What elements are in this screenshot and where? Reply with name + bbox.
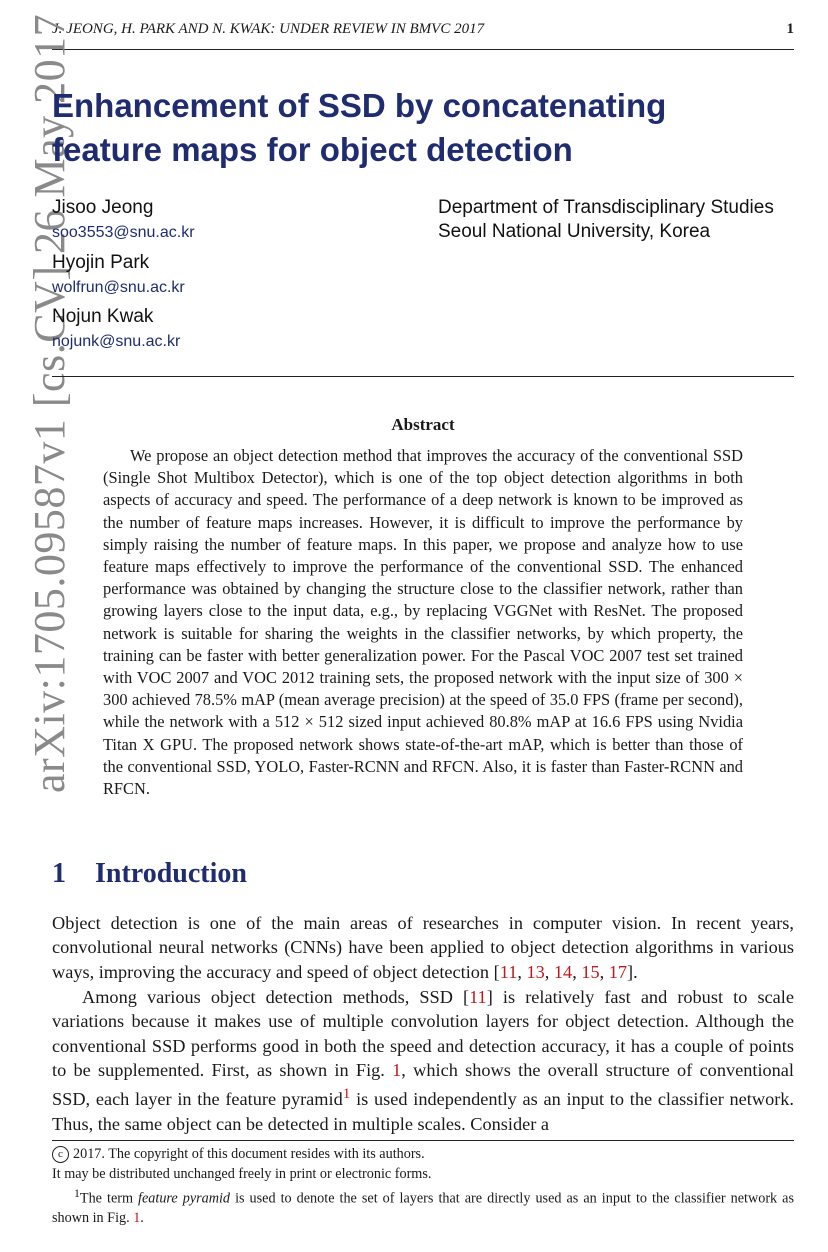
citation-link[interactable]: 17 [608, 961, 628, 982]
footnote-rule [52, 1140, 794, 1141]
intro-p2-c: , which shows the overall structure of conventional SSD, each layer in the feature pyramid [52, 1059, 794, 1110]
running-head [52, 21, 794, 43]
copyright-line [52, 1145, 794, 1165]
figure-link[interactable]: 1 [133, 1210, 141, 1227]
footnote-marker[interactable]: 1 [342, 1085, 351, 1103]
figure-link[interactable]: 1 [392, 1059, 402, 1080]
citation-link[interactable]: 11 [469, 987, 487, 1007]
citation-link[interactable]: 14 [553, 961, 573, 982]
copyright-icon: c [52, 1146, 69, 1163]
footnote-1 [52, 1184, 794, 1229]
author-email-2[interactable]: wolfrun@snu.ac.kr [52, 279, 185, 296]
page-number: 1 [786, 21, 794, 37]
abstract-text: We propose an object detection method that improves the accuracy of the conventional SSD (Single Shot Multibox Detector), which is one of the top object detection algorithms in both aspects of accuracy and speed. The performance of a deep network is known to be improved as the number of feature maps increases. However, it is difficult to improve the performance by simply raising the number of feature maps. In this paper, we propose and analyze how to use feature maps effectively to improve the performance of the conventional SSD. The enhanced performance was obtained by changing the structure close to the classifier network, rather than growing layers close to the input data, e.g., by replacing VGGNet with ResNet. The proposed network is suitable for sharing the weights in the classifier networks, by which property, the training can be faster with better generalization power. For the Pascal VOC 2007 test set trained with VOC 2007 and VOC 2012 training sets, the proposed network with the input size of 300 × 300 achieved 78.5% mAP (mean average precision) at the speed of 35.0 FPS (frame per second), while the network with a 512 × 512 sized input achieved 80.8% mAP at 16.6 FPS using Nvidia Titan X GPU. The proposed network shows state-of-the-art mAP, which is better than those of the conventional SSD, YOLO, Faster-RCNN and RFCN. Also, it is faster than Faster-RCNN and RFCN. [103, 446, 743, 799]
abstract-heading: Abstract [391, 415, 455, 434]
author-email-3[interactable]: nojunk@snu.ac.kr [52, 333, 181, 350]
copyright-text: 2017. The copyright of this document resides with its authors. [73, 1146, 425, 1162]
footnote-end: . [140, 1210, 144, 1227]
section-number: 1 [52, 858, 66, 889]
citation-link[interactable]: 11 [499, 961, 518, 982]
header-rule [52, 49, 794, 50]
paper-title: Enhancement of SSD by concatenating feature maps for object detection [52, 87, 667, 168]
author-name-2: Hyojin Park [52, 252, 150, 273]
author-name-1: Jisoo Jeong [52, 197, 154, 218]
running-head-text: J. JEONG, H. PARK AND N. KWAK: UNDER REVIEW IN BMVC 2017 [52, 21, 485, 37]
arxiv-stamp: arXiv:1705.09587v1 [cs.CV] 26 May 2017 [25, 13, 74, 793]
intro-p1-end: ]. [627, 961, 638, 982]
intro-p2-d: is used independently as an input to the classifier network. Thus, the same object can be detected in multiple scales. Consider a [52, 1089, 795, 1134]
intro-p2-a: Among various object detection methods, SSD [ [82, 987, 470, 1007]
affiliation-institution: Seoul National University, Korea [438, 221, 711, 242]
intro-paragraph-2 [52, 985, 794, 1136]
intro-p2-b: ] is relatively fast and robust to scale variations because it makes use of multiple convolution layers for object detection. Although the conventional SSD performs good in both the speed and detection accuracy, it has a couple of points to be supplemented. First, as shown in Fig. [52, 987, 794, 1080]
footnote-number: 1 [74, 1186, 80, 1200]
citation-link[interactable]: 15 [581, 961, 600, 982]
intro-p1-text: Object detection is one of the main areas of researches in computer vision. In recent years, convolutional neural networks (CNNs) have been applied to object detection algorithms in various ways, improving the accuracy and speed of object detection [ [52, 913, 794, 982]
section-heading [52, 858, 247, 890]
footnote-text-a: The term [79, 1190, 139, 1207]
intro-paragraph-1: Object detection is one of the main areas of researches in computer vision. In recent years, convolutional neural networks (CNNs) have been applied to object detection algorithms in various ways, improving the accuracy and speed of object detection [11, 13, 14, 15, 17]. [52, 913, 794, 982]
distribution-line: It may be distributed unchanged freely in print or electronic forms. [52, 1165, 432, 1182]
author-name-3: Nojun Kwak [52, 306, 154, 327]
footnote-term: feature pyramid [138, 1190, 231, 1207]
footnote-text-b: is used to denote the set of layers that are directly used as an input to the classifier network as shown in Fig. [52, 1190, 794, 1227]
footnotes [52, 1145, 794, 1229]
author-email-1[interactable]: soo3553@snu.ac.kr [52, 224, 195, 241]
section-title: Introduction [95, 858, 247, 889]
citation-link[interactable]: 13 [526, 961, 545, 982]
affiliation-department: Department of Transdisciplinary Studies [438, 197, 774, 218]
title-block-rule [52, 376, 794, 377]
